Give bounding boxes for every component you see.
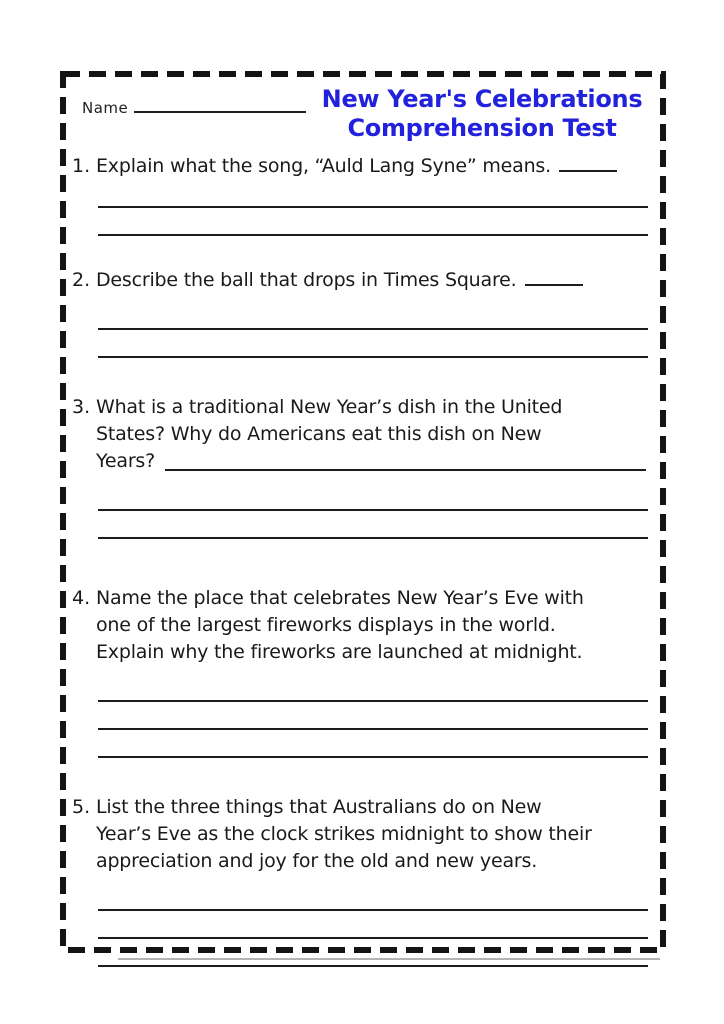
- answer-line[interactable]: [98, 730, 648, 758]
- question-text-line: [96, 394, 648, 421]
- question-text-content: Explain what the song, “Auld Lang Syne” means.: [96, 155, 551, 177]
- name-field-group: [70, 85, 306, 117]
- answer-line[interactable]: [98, 180, 648, 208]
- answer-lines: [96, 883, 648, 967]
- worksheet-title: [316, 85, 648, 143]
- question-text-content: List the three things that Australians do on New: [96, 796, 542, 818]
- answer-lines: [96, 302, 648, 358]
- question-body: [96, 267, 648, 358]
- question-number: 3.: [72, 396, 91, 418]
- question-text-line: [96, 612, 648, 639]
- question-text-line: [96, 794, 648, 821]
- answer-lines: [96, 180, 648, 236]
- question-text-content: one of the largest fireworks displays in the world.: [96, 614, 556, 636]
- question-body: [96, 794, 648, 967]
- question-block: [70, 153, 648, 236]
- question-text-content: Years?: [96, 450, 156, 472]
- question-text-line: [96, 267, 648, 294]
- answer-line[interactable]: [98, 302, 648, 330]
- question-text-content: What is a traditional New Year’s dish in the United: [96, 396, 563, 418]
- question-text-content: Year’s Eve as the clock strikes midnight to show their: [96, 823, 592, 845]
- question-block: [70, 794, 648, 967]
- question-text-line: [96, 448, 648, 475]
- answer-line[interactable]: [98, 208, 648, 236]
- inline-answer-blank[interactable]: [165, 448, 646, 471]
- worksheet-content: [66, 77, 660, 950]
- inline-answer-blank[interactable]: [525, 282, 583, 286]
- question-number: 5.: [72, 796, 91, 818]
- answer-line[interactable]: [98, 511, 648, 539]
- question-text-content: appreciation and joy for the old and new years.: [96, 850, 538, 872]
- answer-lines: [96, 483, 648, 539]
- question-text: [96, 794, 648, 875]
- question-body: [96, 394, 648, 539]
- question-number: 2.: [72, 269, 91, 291]
- question-block: [70, 394, 648, 539]
- question-text-line: [96, 585, 648, 612]
- name-label: Name: [82, 99, 129, 117]
- question-text: [96, 394, 648, 475]
- question-text-content: Describe the ball that drops in Times Square.: [96, 269, 517, 291]
- question-text: [96, 585, 648, 666]
- worksheet-title-line2: Comprehension Test: [347, 114, 617, 142]
- answer-line[interactable]: [98, 911, 648, 939]
- question-text-line: [96, 848, 648, 875]
- question-text-line: [96, 153, 648, 180]
- question-text-line: [96, 639, 648, 666]
- question-block: [70, 585, 648, 758]
- question-text: [96, 267, 648, 294]
- answer-lines: [96, 674, 648, 758]
- question-text-content: States? Why do Americans eat this dish on New: [96, 423, 542, 445]
- question-text-content: Explain why the fireworks are launched at midnight.: [96, 641, 583, 663]
- answer-line[interactable]: [98, 330, 648, 358]
- question-block: [70, 267, 648, 358]
- question-text-line: [96, 421, 648, 448]
- answer-line[interactable]: [98, 702, 648, 730]
- question-list: [70, 153, 648, 967]
- question-text-line: [96, 821, 648, 848]
- worksheet-header: [70, 85, 648, 143]
- question-body: [96, 585, 648, 758]
- inline-answer-blank[interactable]: [559, 168, 617, 172]
- question-number: 1.: [72, 155, 91, 177]
- answer-line[interactable]: [98, 939, 648, 967]
- question-text: [96, 153, 648, 180]
- answer-line[interactable]: [98, 483, 648, 511]
- answer-line[interactable]: [98, 674, 648, 702]
- worksheet-title-line1: New Year's Celebrations: [321, 85, 643, 113]
- question-number: 4.: [72, 587, 91, 609]
- name-blank-line[interactable]: [134, 97, 306, 113]
- question-text-content: Name the place that celebrates New Year’s Eve with: [96, 587, 584, 609]
- question-body: [96, 153, 648, 236]
- answer-line[interactable]: [98, 883, 648, 911]
